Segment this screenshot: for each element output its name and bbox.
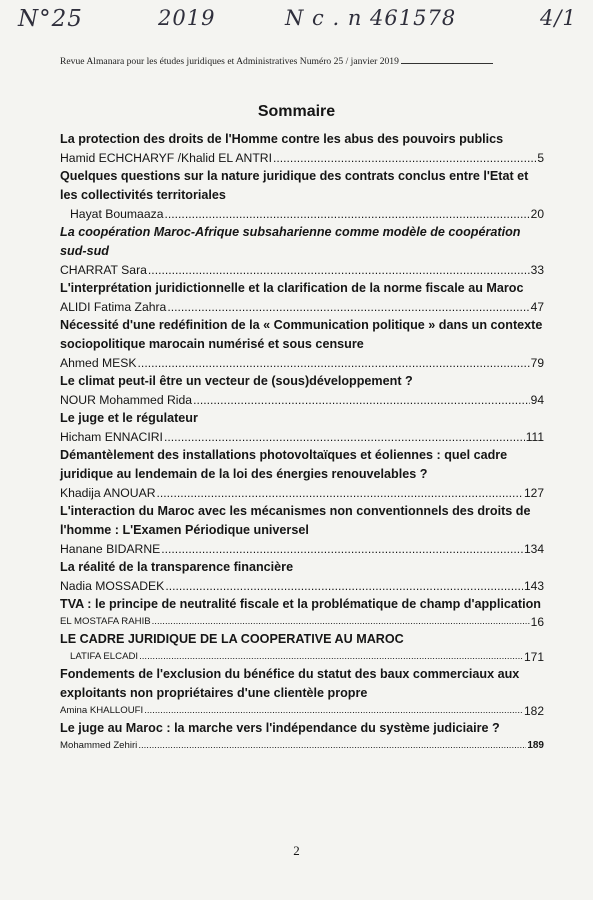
entry-author: Ahmed MESK [60, 356, 137, 370]
entry-author: Hicham ENNACIRI [60, 430, 163, 444]
entry-title: L'interprétation juridictionnelle et la clarification de la norme fiscale au Maroc [60, 281, 524, 295]
entry-author-line [60, 261, 544, 279]
entry-author-line [60, 577, 544, 595]
entry-author-line [60, 649, 544, 665]
entry-page: 94 [530, 393, 544, 407]
entry-author: LATIFA ELCADI [70, 651, 139, 662]
leader-dots [164, 428, 525, 446]
entry-title: Démantèlement des installations photovoltaïques et éoliennes : quel cadre juridique au lendemain de la loi des énergies renouvelables ? [60, 448, 508, 481]
toc-entry [60, 409, 544, 446]
leader-dots [193, 391, 530, 409]
toc-entry [60, 446, 544, 502]
entry-page: 182 [523, 704, 544, 718]
leader-dots [167, 298, 529, 316]
leader-dots [273, 149, 536, 167]
leader-dots [161, 540, 523, 558]
toc-entry [60, 279, 544, 316]
entry-author-line [60, 540, 544, 558]
entry-page: 189 [527, 740, 544, 751]
entry-author: Hanane BIDARNE [60, 542, 161, 556]
entry-title: TVA : le principe de neutralité fiscale et la problématique de champ d'application [60, 597, 541, 611]
entry-author-line [60, 428, 544, 446]
entry-title: La réalité de la transparence financière [60, 560, 294, 574]
entry-title: Le climat peut-il être un vecteur de (sous)développement ? [60, 374, 413, 388]
entry-author-line [60, 298, 544, 316]
leader-dots [144, 703, 523, 719]
toc-entry [60, 223, 544, 279]
entry-author: EL MOSTAFA RAHIB [60, 616, 151, 627]
toc-entry [60, 502, 544, 558]
toc-entry [60, 719, 544, 754]
handwritten-reference: N c . n 461578 [285, 6, 457, 30]
leader-dots [148, 261, 530, 279]
leader-dots [165, 205, 530, 223]
entry-page: 143 [523, 579, 544, 593]
toc-entry [60, 665, 544, 719]
toc-entry [60, 372, 544, 409]
toc-entry [60, 595, 544, 630]
entry-page: 47 [530, 300, 544, 314]
entry-title: Nécessité d'une redéfinition de la « Communication politique » dans un contexte sociopolitique marocain numérisé et sous censure [60, 318, 543, 351]
toc-entry [60, 316, 544, 372]
journal-header-text: Revue Almanara pour les études juridiques et Administratives Numéro 25 / janvier 2019 [60, 56, 399, 67]
entry-author: Hayat Boumaaza [70, 207, 164, 221]
leader-dots [152, 614, 530, 630]
entry-author-line [60, 205, 544, 223]
entry-title: L'interaction du Maroc avec les mécanismes non conventionnels des droits de l'homme : L'Examen Périodique universel [60, 504, 531, 537]
page-number: 2 [293, 843, 300, 858]
entry-page: 171 [523, 650, 544, 664]
leader-dots [139, 649, 523, 665]
entry-author-line [60, 703, 544, 719]
entry-author: NOUR Mohammed Rida [60, 393, 193, 407]
handwritten-issue-number: N°25 [18, 6, 83, 32]
page-title: Sommaire [257, 103, 336, 120]
entry-title: Le juge et le régulateur [60, 411, 198, 425]
entry-author-line [60, 614, 544, 630]
journal-header [60, 56, 560, 67]
entry-title: La protection des droits de l'Homme contre les abus des pouvoirs publics [60, 132, 504, 146]
entry-page: 16 [530, 615, 544, 629]
handwritten-page: 4/1 [540, 6, 577, 30]
entry-page: 5 [537, 151, 544, 165]
entry-author: Hamid ECHCHARYF /Khalid EL ANTRI [60, 151, 272, 165]
toc-entry [60, 558, 544, 595]
entry-author: Mohammed Zehiri [60, 740, 138, 751]
entry-page: 127 [523, 486, 544, 500]
entry-title: LE CADRE JURIDIQUE DE LA COOPERATIVE AU MAROC [60, 632, 404, 646]
entry-author-line [60, 354, 544, 372]
table-of-contents [60, 130, 544, 754]
leader-dots [138, 354, 530, 372]
toc-entry [60, 130, 544, 167]
entry-title: Fondements de l'exclusion du bénéfice du statut des baux commerciaux aux exploitants non propriétaires d'une clientèle propre [60, 667, 520, 700]
entry-author-line [60, 738, 544, 754]
leader-dots [157, 484, 523, 502]
entry-author-line [60, 484, 544, 502]
entry-author-line [60, 149, 544, 167]
entry-page: 33 [530, 263, 544, 277]
entry-author: Nadia MOSSADEK [60, 579, 165, 593]
entry-page: 79 [530, 356, 544, 370]
entry-title: Quelques questions sur la nature juridique des contrats conclus entre l'Etat et les collectivités territoriales [60, 169, 529, 202]
toc-entry [60, 167, 544, 223]
entry-title: La coopération Maroc-Afrique subsaharienne comme modèle de coopération sud-sud [60, 225, 521, 258]
entry-author: ALIDI Fatima Zahra [60, 300, 167, 314]
entry-page: 20 [530, 207, 544, 221]
entry-author: CHARRAT Sara [60, 263, 147, 277]
handwritten-year: 2019 [158, 6, 216, 30]
toc-entry [60, 630, 544, 665]
entry-author-line [60, 391, 544, 409]
entry-title: Le juge au Maroc : la marche vers l'indépendance du système judiciaire ? [60, 721, 500, 735]
header-rule [401, 63, 493, 64]
leader-dots [138, 738, 526, 754]
entry-author: Amina KHALLOUFI [60, 705, 144, 716]
entry-page: 111 [525, 430, 544, 444]
leader-dots [165, 577, 523, 595]
entry-author: Khadija ANOUAR [60, 486, 156, 500]
entry-page: 134 [523, 542, 544, 556]
